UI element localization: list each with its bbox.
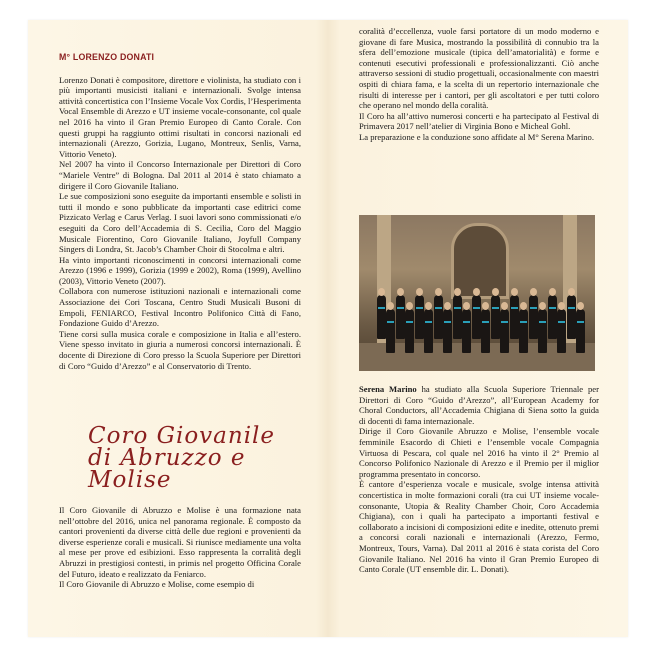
paragraph: Le sue composizioni sono eseguite da importanti ensemble e solisti in tutti il mondo e sono pubblicate da importanti case editrici come Pizzicato Verlag e Carus Verlag. I suoi lavori sono commissionati e/o eseguiti da Coro dell’Accademia di S. Cecilia, Coro del Maggio Musicale Fiorentino, Coro Giovanile Italiano, Joyfull Company Singers di Londra, St. Jacob’s Chamber Choir di Stocolma e altri. (59, 191, 301, 255)
left-column-lower (59, 505, 301, 590)
paragraph: Lorenzo Donati è compositore, direttore e violinista, ha studiato con i più importanti musicisti italiani e internazionali. Svolge intensa attività concertistica con l’Insieme Vocale Vox Cordis, l’Hesperimenta Vocal Ensemble di Arezzo e UT insieme vocale-consonante, col quale nel 2016 ha vinto il Gran Premio Europeo di Canto Corale. Con questi gruppi ha raggiunto ottimi risultati in concorsi nazionali ed internazionali (Arezzo, Gorizia, Lugano, Montreux, Senlis, Varna, Vittorio Veneto). (59, 74, 301, 159)
photo-arch (451, 223, 509, 299)
choir-title-line: di Abruzzo e Molise (88, 445, 246, 493)
bio-text: ha studiato alla Scuola Superiore Triennale per Direttori di Coro “Guido d’Arezzo”, all’European Academy for Choral Conductors, all’Accademia Chigiana di Siena sotto la guida di docenti di fama internazionale. (359, 384, 599, 426)
choir-singer (481, 309, 490, 353)
right-column-lower (359, 384, 599, 575)
choir-photo (359, 215, 595, 371)
choir-singer (510, 295, 519, 339)
choir-singer (538, 309, 547, 353)
paragraph (359, 384, 599, 426)
choir-singer (576, 309, 585, 353)
choir-singer (472, 295, 481, 339)
choir-group (373, 293, 583, 355)
choir-title-line: Coro Giovanile (88, 423, 276, 449)
left-column (59, 52, 301, 371)
choir-singer (453, 295, 462, 339)
choir-singer (443, 309, 452, 353)
choir-singer (377, 295, 386, 339)
paragraph: coralità d’eccellenza, vuole farsi portatore di un modo moderno e giovane di fare Musica, mostrando la possibilità di connubio tra la sfera dell’emozione musicale (tipica dell’amatorialità) e forme e contenuti esecutivi professionali e professionalizzanti. Ciò anche attraverso sessioni di studio progettuali, occasionalmente con maestri ospiti di chiara fama, e la scelta di un repertorio internazionale che risulti di interesse per i cantori, per gli ascoltatori e per tutti coloro che operano nel mondo della coralità. (359, 26, 599, 111)
paragraph: Nel 2007 ha vinto il Concorso Internazionale per Direttori di Coro “Mariele Ventre” di Bologna. Dal 2011 al 2014 è stato chiamato a dirigere il Coro Giovanile Italiano. (59, 159, 301, 191)
paragraph: Il Coro ha all’attivo numerosi concerti e ha partecipato al Festival di Primavera 2017 nell’atelier di Virginia Bono e Micheal Gohl. (359, 110, 599, 132)
choir-singer (548, 295, 557, 339)
choir-singer (491, 295, 500, 339)
choir-singer (500, 309, 509, 353)
paragraph: È cantore d’esperienza vocale e musicale, svolge intensa attività concertistica in molte formazioni corali (tra cui UT insieme vocale-consonante, Utopia & Reality Chamber Choir, Coro Accademia Chigiana), con i quali ha partecipato a importanti festival e collaborato a incisioni di composizioni edite e inedite, ottenuto premi a concorsi corali nazionali e internazionali (Arezzo, Fermo, Montreux, Tours, Varna). Dal 2011 al 2016 è stata corista del Coro Giovanile Italiano. Nel 2016 ha vinto il Gran Premio Europeo di Canto Corale (UT ensemble dir. L. Donati). (359, 479, 599, 575)
choir-singer (386, 309, 395, 353)
paragraph: La preparazione e la conduzione sono affidate al M° Serena Marino. (359, 131, 594, 142)
paragraph: Dirige il Coro Giovanile Abruzzo e Molise, l’ensemble vocale femminile Esacordo di Chieti e l’ensemble vocale Compagnia Virtuosa di Pescara, col quale nel 2016 ha vinto il 2° Premio al Concorso Polifonico Nazionale di Arezzo e il Premio per il miglior programma presentato in concorso. (359, 426, 599, 479)
right-column (359, 26, 599, 143)
bio-name: Serena Marino (359, 384, 417, 394)
paragraph: Collabora con numerose istituzioni nazionali e internazionali come Associazione dei Cori Toscana, Centro Studi Musicali Busoni di Empoli, FENIARCO, Festival Incontro Polifonico Città di Fano, Fondazione Guido d’Arezzo. (59, 286, 301, 329)
paragraph: Tiene corsi sulla musica corale e composizione in Italia e all’estero. Viene spesso invitato in giuria a numerosi concorsi internazionali. È docente di Direzione di Coro presso la Scuola Superiore per Direttori di Coro “Guido d’Arezzo” e al Conservatorio di Trento. (59, 328, 301, 371)
section-heading: M° LORENZO DONATI (59, 52, 155, 62)
choir-singer (462, 309, 471, 353)
paragraph: Il Coro Giovanile di Abruzzo e Molise, come esempio di (59, 579, 255, 590)
paragraph: Ha vinto importanti riconoscimenti in concorsi internazionali come Arezzo (1996 e 1999), Gorizia (1999 e 2002), Roma (1999), Avellino (2003), Vittorio Veneto (2007). (59, 254, 301, 286)
choir-singer (434, 295, 443, 339)
choir-singer (567, 295, 576, 339)
choir-title (88, 425, 328, 491)
choir-singer (529, 295, 538, 339)
choir-singer (424, 309, 433, 353)
choir-singer (519, 309, 528, 353)
choir-singer (405, 309, 414, 353)
choir-singer (557, 309, 566, 353)
choir-singer (396, 295, 405, 339)
choir-singer (415, 295, 424, 339)
paragraph: Il Coro Giovanile di Abruzzo e Molise è una formazione nata nell’ottobre del 2016, unica nel panorama regionale. È composto da cantori provenienti da diverse città delle due regioni e provenienti da diverse esperienze corali e musicali. Si riunisce mediamente una volta al mese per prove ed esibizioni. Esso rappresenta la corralità degli Abruzzi in prestigiosi contesti, in primis nel progetto Officina Corale del Futuro, ideato e realizzato da Feniarco. (59, 505, 301, 579)
